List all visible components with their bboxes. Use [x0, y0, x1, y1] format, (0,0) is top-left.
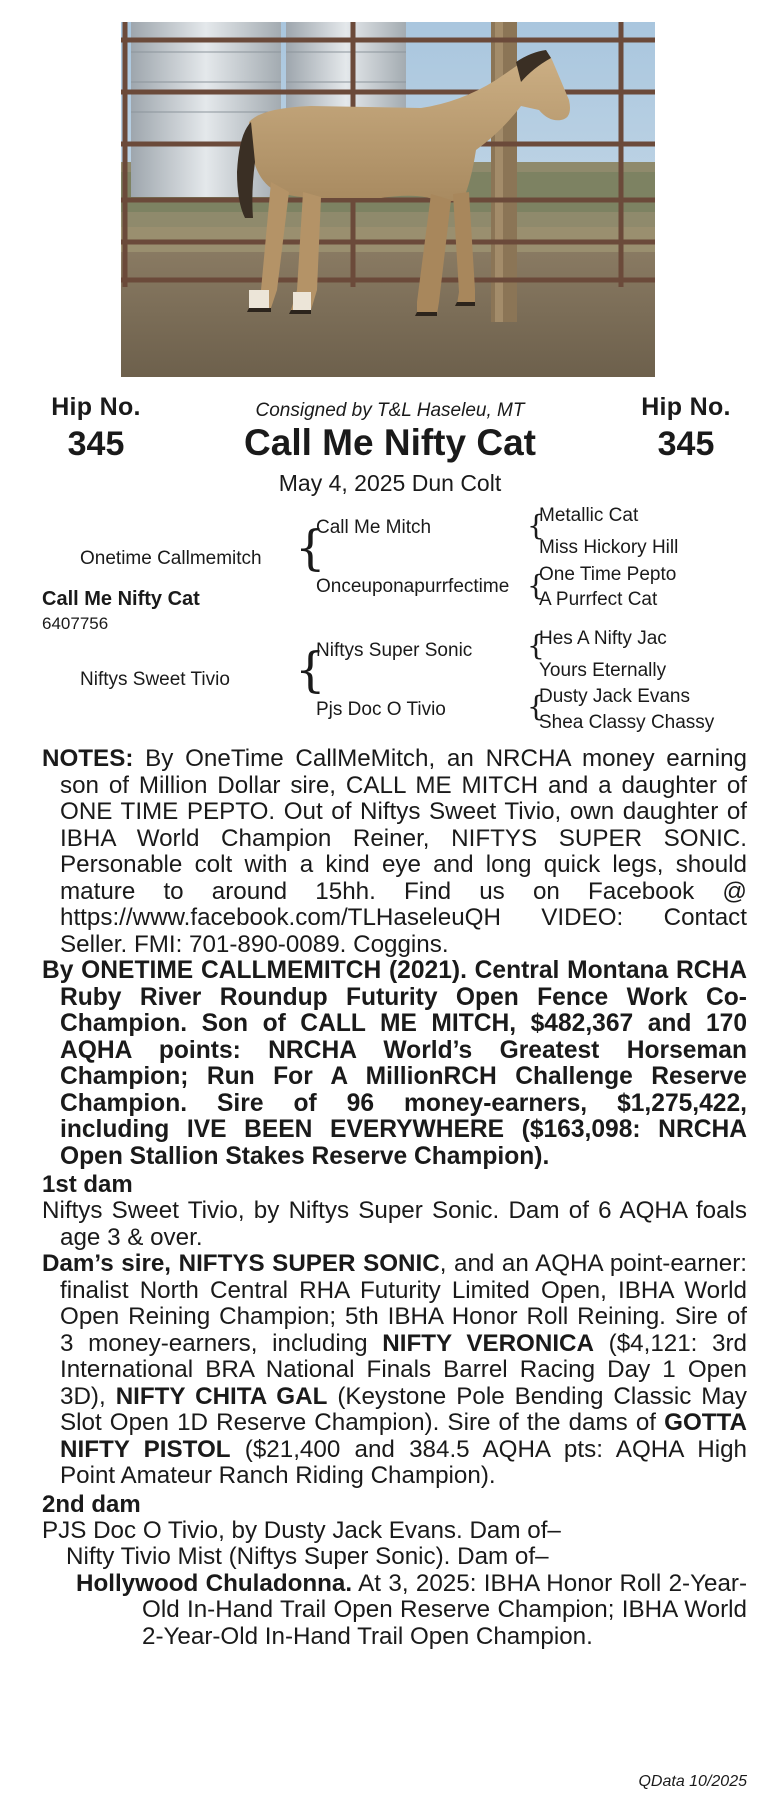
pedigree-dam-sire: Niftys Super Sonic: [316, 640, 473, 661]
registration-number: 6407756: [42, 614, 109, 633]
offspring-name: Hollywood Chuladonna.: [76, 1569, 353, 1597]
dams-sire-text: (Keystone Pole Bending Classic May Slot Open 1D Reserve Champion). Sire of the dams of: [60, 1382, 747, 1436]
horse-name: Call Me Nifty Cat: [244, 422, 536, 463]
second-dam-line3: [42, 1571, 747, 1651]
sire-paragraph: By ONETIME CALLMEMITCH (2021). Central Montana RCHA Ruby River Roundup Futurity Open Fence Work Co-Champion. Son of CALL ME MITCH, $482,367 and 170 AQHA points: NRCHA World’s Greatest Horseman Champion; Run For A MillionRCH Challenge Reserve Champion. Sire of 96 money-earners, $1,275,422, including IVE BEEN EVERYWHERE ($163,098: NRCHA Open Stallion Stakes Reserve Champion).: [42, 957, 747, 1170]
dams-sire-paragraph: [42, 1251, 747, 1490]
pedigree-dam-dam: Pjs Doc O Tivio: [316, 699, 446, 720]
hip-label: Hip No.: [641, 393, 731, 421]
pedigree-sd-dam: A Purrfect Cat: [539, 589, 658, 610]
dams-sire-text: ($21,400 and 384.5 AQHA pts: AQHA High Point Amateur Ranch Riding Champion).: [60, 1435, 747, 1489]
second-dam-line1: PJS Doc O Tivio, by Dusty Jack Evans. Dam of–: [42, 1516, 561, 1544]
brace-icon: {: [295, 520, 326, 576]
notes-label: NOTES:: [42, 745, 134, 772]
brace-icon: {: [527, 509, 545, 542]
hip-number: 345: [67, 425, 125, 463]
hip-label: Hip No.: [51, 393, 141, 421]
brace-icon: {: [295, 642, 326, 698]
dams-sire-text: ($4,121: 3rd International BRA National Finals Barrel Racing Day 1 Open 3D),: [60, 1329, 747, 1410]
hip-number-right: [626, 393, 746, 464]
notes-text: By OneTime CallMeMitch, an NRCHA money earning son of Million Dollar sire, CALL ME MITCH and a daughter of ONE TIME PEPTO. Out of Niftys Sweet Tivio, own daughter of IBHA World Champion Reiner, NIFTYS SUPER SONIC. Personable colt with a kind eye and long quick legs, should mature to around 15hh. Find us on Facebook @ https://www.facebook.com/TLHaseleuQH VIDEO: Contact Seller. FMI: 701-890-0089. Coggins.: [60, 745, 747, 958]
brace-icon: {: [527, 690, 545, 723]
second-dam-record: At 3, 2025: IBHA Honor Roll 2-Year-Old In-Hand Trail Open Reserve Champion; IBHA World 2-Year-Old In-Hand Trail Open Champion.: [142, 1569, 748, 1650]
first-dam-heading: 1st dam: [42, 1171, 133, 1198]
consignor: Consigned by T&L Haseleu, MT: [255, 400, 525, 421]
pedigree-subject: Call Me Nifty Cat: [42, 588, 200, 610]
pedigree-sire-dam: Onceuponapurrfectime: [316, 576, 510, 597]
notes-paragraph: [42, 746, 747, 958]
pedigree-ss-sire: Metallic Cat: [539, 505, 639, 526]
second-dam-line2: Nifty Tivio Mist (Niftys Super Sonic). Dam of–: [66, 1543, 549, 1570]
dams-sire-text: , and an AQHA point-earner: finalist North Central RHA Futurity Limited Open, IBHA World Open Reining Champion; 5th IBHA Honor Roll Reining. Sire of 3 money-earners, including: [60, 1250, 747, 1357]
pedigree-dd-dam: Shea Classy Chassy: [539, 712, 715, 733]
brace-icon: {: [527, 569, 545, 602]
pedigree-sire: Onetime Callmemitch: [80, 548, 262, 569]
first-dam-text: Niftys Sweet Tivio, by Niftys Super Sonic. Dam of 6 AQHA foals age 3 & over.: [42, 1197, 747, 1251]
catalog-body: [42, 746, 747, 1650]
offspring-name: NIFTY VERONICA: [382, 1329, 594, 1357]
data-credit: QData 10/2025: [638, 1773, 747, 1790]
pedigree-sd-sire: One Time Pepto: [539, 564, 677, 585]
pedigree-ds-dam: Yours Eternally: [539, 660, 667, 681]
brace-icon: {: [527, 629, 545, 662]
hip-number: 345: [657, 425, 715, 463]
horse-photo: [121, 22, 655, 377]
pedigree-ds-sire: Hes A Nifty Jac: [539, 628, 667, 649]
hip-number-left: [36, 393, 156, 464]
offspring-name: GOTTA NIFTY PISTOL: [60, 1409, 747, 1463]
pedigree-dam: Niftys Sweet Tivio: [80, 669, 230, 690]
second-dam-heading: 2nd dam: [42, 1490, 141, 1518]
pedigree-sire-sire: Call Me Mitch: [316, 517, 432, 538]
dams-sire-lead: Dam’s sire, NIFTYS SUPER SONIC: [42, 1250, 440, 1277]
pedigree-dd-sire: Dusty Jack Evans: [539, 686, 690, 707]
pedigree-ss-dam: Miss Hickory Hill: [539, 537, 679, 558]
foaling-info: May 4, 2025 Dun Colt: [278, 470, 502, 496]
offspring-name: NIFTY CHITA GAL: [115, 1382, 328, 1410]
